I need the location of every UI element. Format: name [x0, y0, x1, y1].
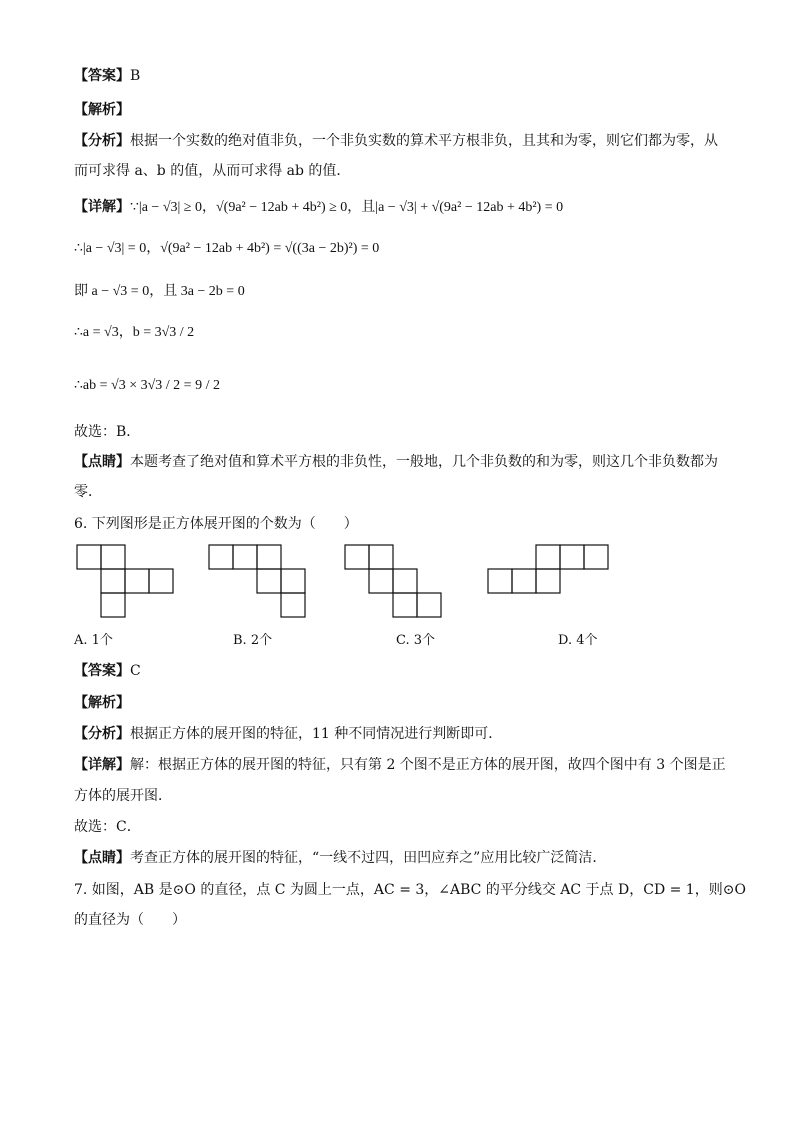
answer-line: 【答案】B [74, 68, 141, 84]
cube-net-2 [209, 545, 305, 617]
math-step-5: ∴ab = √3 × 3√3 / 2 = 9 / 2 [74, 378, 220, 393]
q6-xiangjie-line-2: 方体的展开图． [74, 788, 172, 804]
conclusion-line: 故选：B． [74, 424, 141, 440]
option-c: C. 3个 [396, 633, 436, 648]
question-7-line-1: 7. 如图，AB 是⊙O 的直径，点 C 为圆上一点，AC = 3，∠ABC 的平分线交 AC 于点 D，CD = 1，则⊙O [74, 882, 746, 898]
math-step-2: ∴|a − √3| = 0，√(9a² − 12ab + 4b²) = √((3a − 2b)²) = 0 [74, 241, 380, 256]
dianjing-line-1: 【点睛】本题考查了绝对值和算术平方根的非负性，一般地，几个非负数的和为零，则这几个非负数都为 [74, 454, 718, 470]
question-6: 6. 下列图形是正方体展开图的个数为（ ） [74, 516, 358, 532]
q6-jiexi-heading: 【解析】 [74, 695, 130, 711]
q6-answer-line: 【答案】C [74, 663, 141, 679]
option-a: A. 1个 [74, 633, 113, 648]
option-b: B. 2个 [233, 633, 273, 648]
question-7-line-2: 的直径为（ ） [74, 912, 186, 928]
q6-dianjing-line: 【点睛】考查正方体的展开图的特征，“一线不过四，田凹应弃之”应用比较广泛简洁． [74, 850, 607, 866]
fenxi-line-1: 【分析】根据一个实数的绝对值非负，一个非负实数的算术平方根非负，且其和为零，则它们都为零，从 [74, 133, 718, 149]
xiangjie-step-1: 【详解】∵|a − √3| ≥ 0，√(9a² − 12ab + 4b²) ≥ 0，且|a − √3| + √(9a² − 12ab + 4b²) = 0 [74, 199, 564, 215]
math-step-4: ∴a = √3，b = 3√3 / 2 [74, 325, 195, 340]
q6-fenxi-line: 【分析】根据正方体的展开图的特征，11 种不同情况进行判断即可． [74, 726, 503, 742]
math-step-1: ∵|a − √3| ≥ 0，√(9a² − 12ab + 4b²) ≥ 0，且|a − √3| + √(9a² − 12ab + 4b²) = 0 [130, 200, 564, 215]
dianjing-line-2: 零． [74, 484, 102, 500]
q6-xiangjie-line-1: 【详解】解：根据正方体的展开图的特征，只有第 2 个图不是正方体的展开图，故四个图中有 3 个图是正 [74, 757, 726, 773]
cube-net-1 [77, 545, 173, 617]
math-step-3: 即 a − √3 = 0，且 3a − 2b = 0 [74, 284, 245, 299]
jiexi-heading: 【解析】 [74, 102, 130, 118]
q6-conclusion: 故选：C． [74, 819, 141, 835]
cube-net-4 [488, 545, 608, 593]
cube-net-3 [345, 545, 441, 617]
option-d: D. 4个 [558, 633, 598, 648]
fenxi-line-2: 而可求得 a、b 的值，从而可求得 ab 的值． [74, 163, 351, 179]
